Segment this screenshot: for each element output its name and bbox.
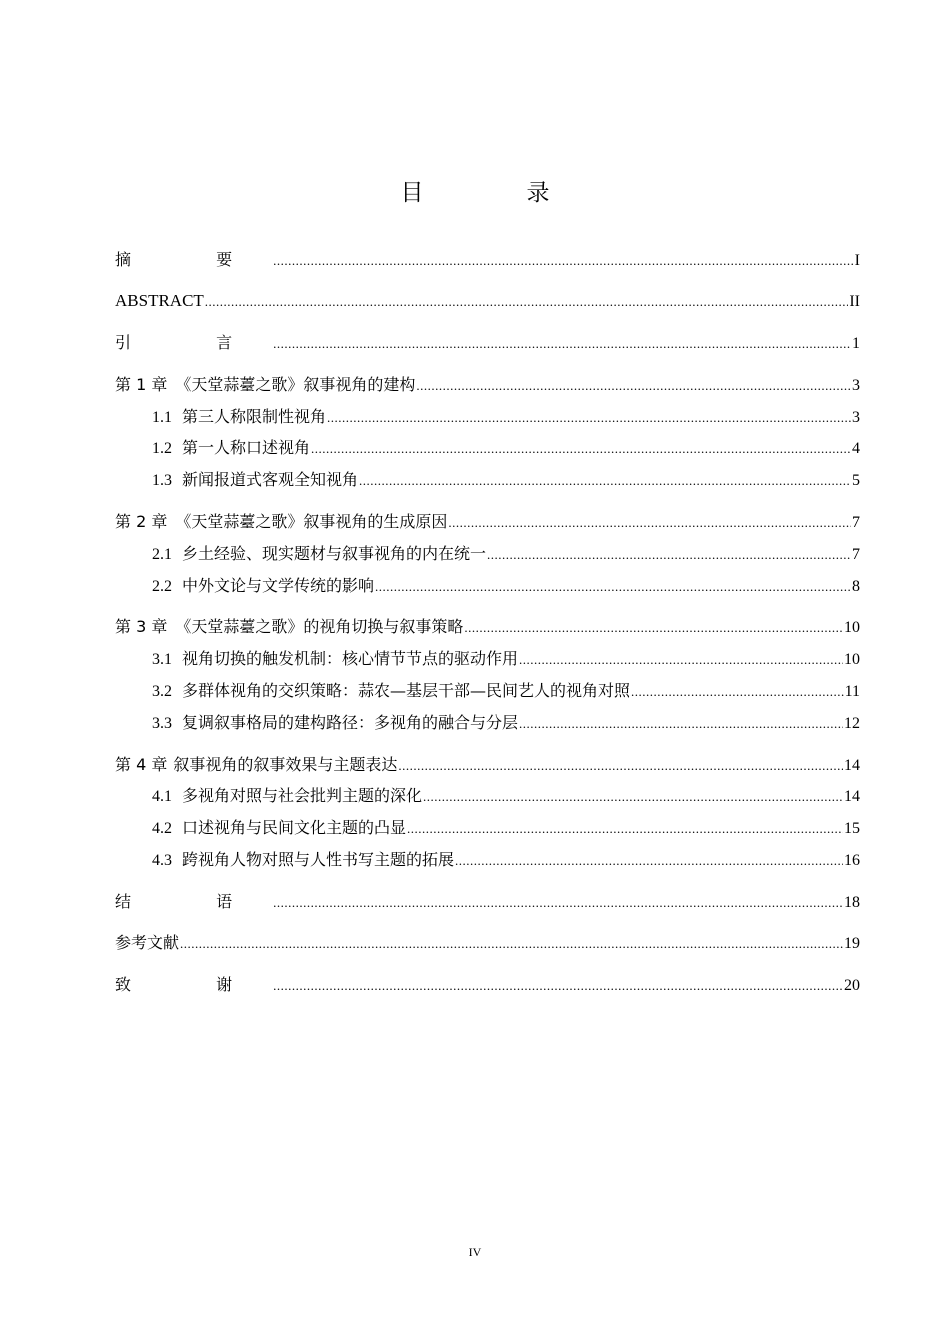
toc-entry-abstract-en[interactable] [115, 289, 860, 313]
toc-entry-label: 视角切换的触发机制：核心情节节点的驱动作用 [182, 649, 519, 668]
toc-entry-acknowledgements[interactable] [115, 973, 860, 997]
toc-leader-dots [416, 374, 851, 398]
toc-page-number: 19 [844, 935, 860, 952]
toc-entry-label: 跨视角人物对照与人性书写主题的拓展 [182, 850, 455, 869]
toc-page-number: I [854, 252, 860, 269]
toc-chapter-number: 第 3 章 [115, 617, 168, 636]
toc-entry-label: 多视角对照与社会批判主题的深化 [182, 786, 423, 805]
toc-entry-label: 引 言 [115, 333, 273, 352]
toc-page-number: 14 [844, 788, 860, 805]
toc-entry-label: 第三人称限制性视角 [182, 407, 327, 426]
toc-leader-dots [273, 891, 843, 915]
toc-title: 目 录 [400, 180, 590, 206]
toc-entry-label: 复调叙事格局的建构路径：多视角的融合与分层 [182, 713, 519, 732]
toc-entry-label: 乡土经验、现实题材与叙事视角的内在统一 [182, 544, 487, 563]
toc-leader-dots [398, 754, 843, 778]
toc-leader-dots [519, 712, 843, 736]
toc-section-number: 2.2 [152, 578, 172, 595]
toc-section-number: 2.1 [152, 546, 172, 563]
toc-entry-section-2-2[interactable] [152, 574, 860, 598]
toc-page-number: 15 [844, 820, 860, 837]
toc-leader-dots [519, 648, 843, 672]
toc-page-number: 7 [852, 514, 860, 531]
toc-entry-label: 第一人称口述视角 [182, 438, 311, 457]
toc-leader-dots [327, 406, 851, 430]
toc-section-number: 3.3 [152, 715, 172, 732]
toc-entry-label: 《天堂蒜薹之歌》叙事视角的生成原因 [175, 512, 448, 531]
toc-entry-section-1-2[interactable] [152, 436, 860, 460]
toc-leader-dots [273, 974, 843, 998]
toc-page-number: 16 [844, 852, 860, 869]
toc-section-number: 4.3 [152, 852, 172, 869]
toc-section-number: 4.2 [152, 820, 172, 837]
toc-page-number: 1 [852, 335, 860, 352]
toc-leader-dots [407, 817, 843, 841]
toc-section-number: 3.1 [152, 651, 172, 668]
toc-entry-section-3-3[interactable] [152, 711, 860, 735]
toc-entry-label: 口述视角与民间文化主题的凸显 [182, 818, 407, 837]
toc-page-number: 4 [852, 440, 860, 457]
toc-entry-chapter-3[interactable] [115, 615, 860, 639]
toc-page-number: 11 [844, 683, 860, 700]
toc-leader-dots [359, 469, 851, 493]
toc-page-number: 3 [852, 377, 860, 394]
toc-leader-dots [273, 249, 854, 273]
toc-entry-label: ABSTRACT [115, 291, 204, 310]
toc-chapter-number: 第 4 章 [115, 755, 168, 774]
toc-page-number: 8 [852, 578, 860, 595]
toc-entry-label: 摘 要 [115, 250, 273, 269]
toc-entry-label: 《天堂蒜薹之歌》叙事视角的建构 [175, 375, 416, 394]
page-number-footer: IV [468, 1245, 482, 1259]
toc-entry-label: 《天堂蒜薹之歌》的视角切换与叙事策略 [175, 617, 464, 636]
toc-page-number: 20 [844, 977, 860, 994]
toc-entry-references[interactable] [115, 931, 860, 955]
toc-page-number: II [849, 293, 860, 310]
toc-entry-label: 新闻报道式客观全知视角 [182, 470, 359, 489]
toc-entry-section-1-1[interactable] [152, 405, 860, 429]
toc-entry-label: 参考文献 [115, 933, 180, 952]
toc-page-number: 18 [844, 894, 860, 911]
toc-entry-section-1-3[interactable] [152, 468, 860, 492]
toc-chapter-number: 第 1 章 [115, 375, 168, 394]
toc-entry-label: 中外文论与文学传统的影响 [182, 576, 375, 595]
toc-entry-introduction[interactable] [115, 331, 860, 355]
toc-entry-label: 结 语 [115, 892, 273, 911]
toc-section-number: 1.1 [152, 409, 172, 426]
toc-page-number: 10 [844, 619, 860, 636]
toc-entry-section-3-2[interactable] [152, 679, 860, 703]
toc-leader-dots [487, 543, 851, 567]
toc-leader-dots [180, 932, 843, 956]
toc-entry-section-3-1[interactable] [152, 647, 860, 671]
toc-entry-section-4-3[interactable] [152, 848, 860, 872]
toc-leader-dots [448, 511, 851, 535]
toc-page-number: 14 [844, 757, 860, 774]
toc-entry-abstract-cn[interactable] [115, 248, 860, 272]
toc-leader-dots [464, 616, 843, 640]
toc-entry-section-2-1[interactable] [152, 542, 860, 566]
toc-section-number: 4.1 [152, 788, 172, 805]
toc-section-number: 3.2 [152, 683, 172, 700]
toc-leader-dots [423, 785, 843, 809]
toc-leader-dots [205, 290, 849, 314]
toc-leader-dots [455, 849, 843, 873]
toc-entry-chapter-1[interactable] [115, 373, 860, 397]
toc-page-number: 12 [844, 715, 860, 732]
toc-section-number: 1.2 [152, 440, 172, 457]
toc-page-number: 10 [844, 651, 860, 668]
toc-chapter-number: 第 2 章 [115, 512, 168, 531]
toc-entry-conclusion[interactable] [115, 890, 860, 914]
toc-leader-dots [631, 680, 844, 704]
toc-entry-section-4-1[interactable] [152, 784, 860, 808]
toc-page-number: 5 [852, 472, 860, 489]
toc-leader-dots [311, 437, 851, 461]
toc-section-number: 1.3 [152, 472, 172, 489]
toc-entry-section-4-2[interactable] [152, 816, 860, 840]
toc-leader-dots [273, 332, 851, 356]
toc-entry-label: 致 谢 [115, 975, 273, 994]
toc-leader-dots [375, 575, 851, 599]
toc-entry-chapter-2[interactable] [115, 510, 860, 534]
toc-entry-label: 叙事视角的叙事效果与主题表达 [173, 755, 398, 774]
toc-entry-chapter-4[interactable] [115, 753, 860, 777]
toc-page-number: 7 [852, 546, 860, 563]
toc-page-number: 3 [852, 409, 860, 426]
toc-entry-label: 多群体视角的交织策略：蒜农—基层干部—民间艺人的视角对照 [182, 681, 631, 700]
